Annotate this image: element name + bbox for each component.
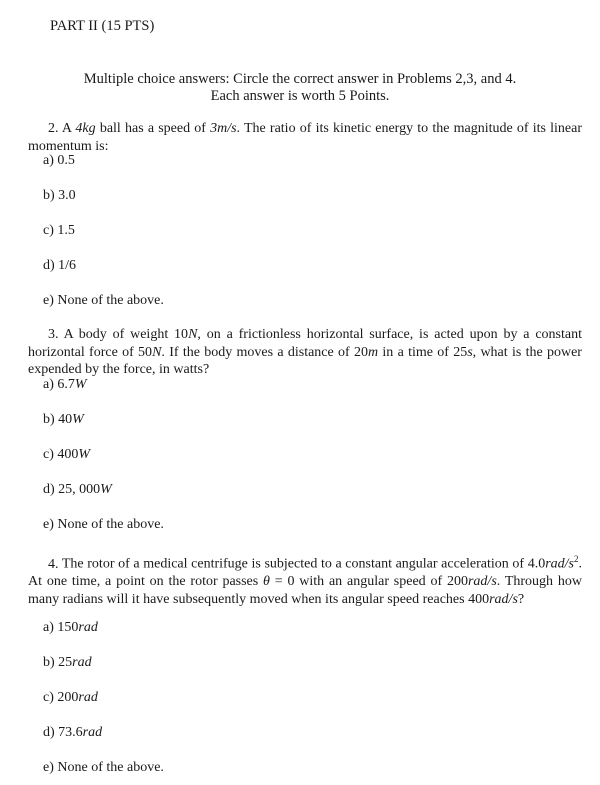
text: ? <box>517 591 525 607</box>
q3-option-c[interactable] <box>43 447 90 463</box>
option-value: 40 <box>58 412 73 427</box>
text: , on a frictionless horizontal surface, is acted upon by a constant horizontal force of 50 <box>28 327 582 360</box>
q4-option-b[interactable] <box>43 655 92 671</box>
option-value: None of the above. <box>57 760 164 775</box>
text: A <box>61 121 76 136</box>
math: N <box>152 344 162 360</box>
option-unit: W <box>72 412 84 427</box>
option-unit: W <box>78 447 91 462</box>
math: rad/s <box>467 574 497 590</box>
option-value: 25 <box>58 655 73 670</box>
q3-option-a[interactable] <box>43 377 87 393</box>
math: 3m/s <box>210 121 237 136</box>
option-unit: rad <box>72 655 92 670</box>
option-unit: W <box>74 377 87 392</box>
q2-option-d[interactable]: d) 1/6 <box>43 258 77 273</box>
instructions-line-1: Multiple choice answers: Circle the correct answer in Problems 2,3, and 4. <box>83 71 517 87</box>
q2-option-a[interactable]: a) 0.5 <box>43 153 75 168</box>
text: . Through how many radians will it have subsequently moved when its angular speed reaches 400 <box>28 574 582 607</box>
q4-option-c[interactable] <box>43 690 98 706</box>
option-value: None of the above. <box>57 517 164 532</box>
option-label: d) <box>43 725 59 740</box>
q3-option-b[interactable] <box>43 412 84 428</box>
question-number: 3. <box>48 327 59 342</box>
instructions-line-2: Each answer is worth 5 Points. <box>210 88 390 104</box>
math: m <box>367 344 379 360</box>
text: . If the body moves a distance of 20 <box>161 344 368 360</box>
option-value: 150 <box>57 620 79 635</box>
text: , what is the power expended by the force, in watts? <box>28 344 582 377</box>
option-label: c) <box>43 447 58 462</box>
option-value: 200 <box>57 690 79 705</box>
option-label: e) <box>43 517 58 532</box>
question-3-text <box>28 326 582 379</box>
question-number: 4. <box>48 556 59 572</box>
option-value: 25, 000 <box>58 482 101 497</box>
math: rad/s <box>545 556 574 572</box>
option-label: b) <box>43 655 59 670</box>
text: . The ratio of its kinetic energy to the magnitude of its linear momentum is: <box>28 121 582 154</box>
option-label: c) <box>43 690 58 705</box>
text: The rotor of a medical centrifuge is subjected to a constant angular acceleration of 4.0 <box>61 556 546 572</box>
option-label: e) <box>43 760 58 775</box>
superscript: 2 <box>574 554 579 564</box>
q4-option-a[interactable] <box>43 620 98 636</box>
q4-option-d[interactable] <box>43 725 102 741</box>
math: rad/s <box>489 591 518 607</box>
option-value: 73.6 <box>58 725 83 740</box>
question-4-text <box>28 551 582 608</box>
q2-option-e[interactable]: e) None of the above. <box>43 293 164 308</box>
part-heading: PART II (15 PTS) <box>50 18 155 34</box>
text: A body of weight 10 <box>63 327 189 342</box>
q3-option-d[interactable] <box>43 482 112 498</box>
math: N <box>188 327 198 342</box>
math: θ <box>263 574 270 590</box>
q2-option-b[interactable]: b) 3.0 <box>43 188 76 203</box>
option-unit: rad <box>82 725 103 740</box>
option-value: 400 <box>57 447 79 462</box>
option-label: a) <box>43 377 58 392</box>
question-2-text <box>28 120 582 155</box>
option-label: b) <box>43 412 59 427</box>
math: s <box>467 344 473 360</box>
q4-option-e[interactable] <box>43 760 164 776</box>
text: = 0 with an angular speed of 200 <box>269 574 468 590</box>
q2-option-c[interactable]: c) 1.5 <box>43 223 75 238</box>
option-label: a) <box>43 620 58 635</box>
question-number: 2. <box>48 121 59 136</box>
math: 4kg <box>75 121 96 136</box>
text: in a time of 25 <box>378 344 468 360</box>
option-unit: rad <box>78 690 98 705</box>
text: ball has a speed of <box>95 121 211 136</box>
option-label: d) <box>43 482 59 497</box>
text: . At one time, a point on the rotor passes <box>28 556 582 590</box>
option-unit: W <box>100 482 112 497</box>
q3-option-e[interactable] <box>43 517 164 533</box>
option-unit: rad <box>78 620 98 635</box>
option-value: 6.7 <box>57 377 75 392</box>
